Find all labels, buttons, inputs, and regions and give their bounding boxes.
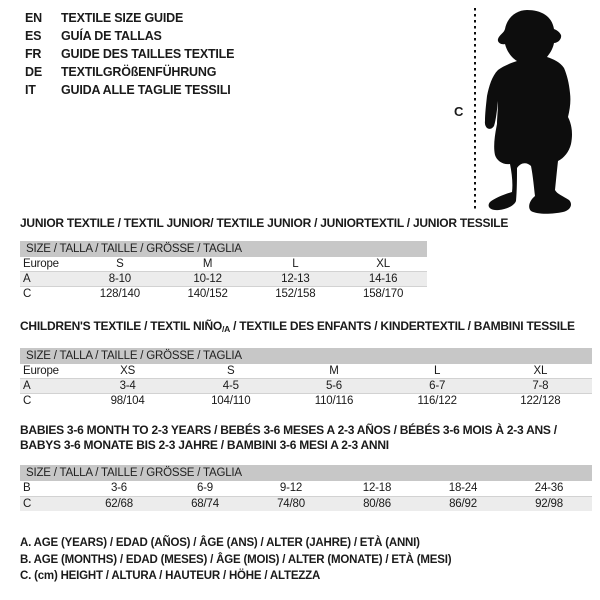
table-cell: 4-5: [222, 380, 239, 392]
language-code: ES: [25, 29, 42, 43]
junior-size-table: [20, 257, 427, 302]
language-row: [25, 81, 234, 99]
size-header-bar: SIZE / TALLA / TAILLE / GRÖSSE / TAGLIA: [20, 241, 427, 257]
row-label: Europe: [23, 257, 59, 270]
row-label: C: [23, 395, 32, 408]
table-row: [20, 287, 427, 302]
table-cell: 80/86: [363, 497, 391, 510]
height-measure-figure: [440, 0, 600, 220]
table-row: [20, 257, 427, 272]
section-babies-title-line2: BABYS 3-6 MONATE BIS 2-3 JAHRE / BAMBINI 3-6 MESI A 2-3 ANNI: [20, 437, 389, 452]
table-cell: 152/158: [275, 288, 316, 301]
height-dotted-line: [474, 8, 476, 210]
table-row: [20, 364, 592, 379]
section-babies: [20, 423, 592, 511]
table-cell: M: [329, 364, 339, 377]
row-label: A: [23, 273, 31, 285]
row-label: C: [23, 497, 32, 510]
table-cell: 110/116: [314, 395, 354, 408]
table-row: [20, 481, 592, 496]
legend-line-age-months: B. AGE (MONTHS) / EDAD (MESES) / ÂGE (MOIS) / ALTER (MONATE) / ETÀ (MESI): [20, 553, 452, 566]
language-code: IT: [25, 83, 36, 97]
table-cell: L: [292, 257, 299, 270]
table-cell: 86/92: [449, 497, 477, 510]
height-marker-label: C: [454, 104, 464, 119]
table-cell: XS: [120, 364, 136, 377]
legend-line-age-years: A. AGE (YEARS) / EDAD (AÑOS) / ÂGE (ANS) / ALTER (JAHRE) / ETÀ (ANNI): [20, 537, 420, 549]
table-cell: XL: [376, 257, 390, 270]
table-cell: 98/104: [110, 395, 145, 408]
language-code: EN: [25, 11, 42, 25]
table-cell: 116/122: [417, 395, 457, 408]
legend-line-height: C. (cm) HEIGHT / ALTURA / HAUTEUR / HÖHE / ALTEZZA: [20, 570, 321, 582]
legend: [20, 535, 451, 585]
table-cell: 74/80: [277, 497, 305, 510]
language-label: TEXTILGRÖßENFÜHRUNG: [61, 65, 217, 79]
section-children: [20, 319, 592, 409]
babies-size-table: [20, 481, 592, 511]
language-row: [25, 27, 234, 45]
table-row: [20, 379, 592, 394]
table-cell: 12-13: [281, 273, 310, 285]
table-cell: 5-6: [325, 380, 342, 392]
table-cell: 3-4: [119, 380, 136, 392]
table-cell: 128/140: [99, 288, 140, 301]
table-cell: L: [434, 364, 441, 377]
table-cell: 7-8: [532, 380, 549, 392]
table-cell: XL: [533, 364, 548, 377]
table-cell: 140/152: [187, 288, 228, 301]
table-cell: 12-18: [362, 482, 392, 495]
table-cell: 8-10: [108, 273, 131, 285]
table-row: [20, 272, 427, 287]
table-cell: 6-9: [196, 482, 214, 495]
table-cell: 92/98: [535, 497, 563, 510]
section-babies-title-line1: BABIES 3-6 MONTH TO 2-3 YEARS / BEBÉS 3-6 MESES A 2-3 AÑOS / BÉBÉS 3-6 MOIS À 2-3 ANS /: [20, 423, 557, 437]
language-label: GUIDE DES TAILLES TEXTILE: [61, 47, 235, 61]
table-cell: 3-6: [110, 482, 128, 495]
section-junior-title: JUNIOR TEXTILE / TEXTIL JUNIOR/ TEXTILE JUNIOR / JUNIORTEXTIL / JUNIOR TESSILE: [20, 216, 509, 230]
size-header-bar: SIZE / TALLA / TAILLE / GRÖSSE / TAGLIA: [20, 465, 592, 481]
table-cell: S: [227, 364, 235, 377]
row-label: B: [23, 482, 31, 495]
table-cell: 9-12: [279, 482, 303, 495]
language-code: DE: [25, 65, 42, 79]
table-cell: 18-24: [448, 482, 478, 495]
table-cell: 62/68: [105, 497, 133, 510]
table-cell: 10-12: [193, 273, 222, 285]
language-label: TEXTILE SIZE GUIDE: [61, 11, 184, 25]
table-cell: 68/74: [191, 497, 219, 510]
section-children-title: [20, 319, 592, 337]
language-row: [25, 63, 234, 81]
row-label: Europe: [23, 364, 59, 377]
table-cell: S: [116, 257, 124, 270]
baby-silhouette: [483, 2, 600, 214]
table-cell: M: [202, 257, 213, 270]
table-row: [20, 496, 592, 511]
table-cell: 122/128: [520, 395, 561, 408]
table-row: [20, 394, 592, 409]
language-code: FR: [25, 47, 42, 61]
row-label: A: [23, 380, 31, 392]
title-subscript: /A: [221, 324, 230, 334]
children-size-table: [20, 364, 592, 409]
language-row: [25, 45, 234, 63]
table-cell: 24-36: [534, 482, 564, 495]
language-label: GUIDA ALLE TAGLIE TESSILI: [61, 83, 231, 97]
title-suffix: / TEXTILE DES ENFANTS / KINDERTEXTIL / BAMBINI TESSILE: [229, 319, 575, 333]
language-row: [25, 9, 234, 27]
table-cell: 14-16: [368, 273, 398, 285]
title-prefix: CHILDREN'S TEXTILE / TEXTIL NIÑO: [20, 319, 222, 333]
language-list: [25, 9, 234, 99]
table-cell: 6-7: [429, 380, 446, 392]
size-header-bar: SIZE / TALLA / TAILLE / GRÖSSE / TAGLIA: [20, 348, 592, 364]
table-cell: 104/110: [211, 395, 251, 408]
language-label: GUÍA DE TALLAS: [61, 29, 162, 43]
row-label: C: [23, 288, 32, 301]
section-junior: [20, 216, 509, 302]
table-cell: 158/170: [363, 288, 404, 301]
